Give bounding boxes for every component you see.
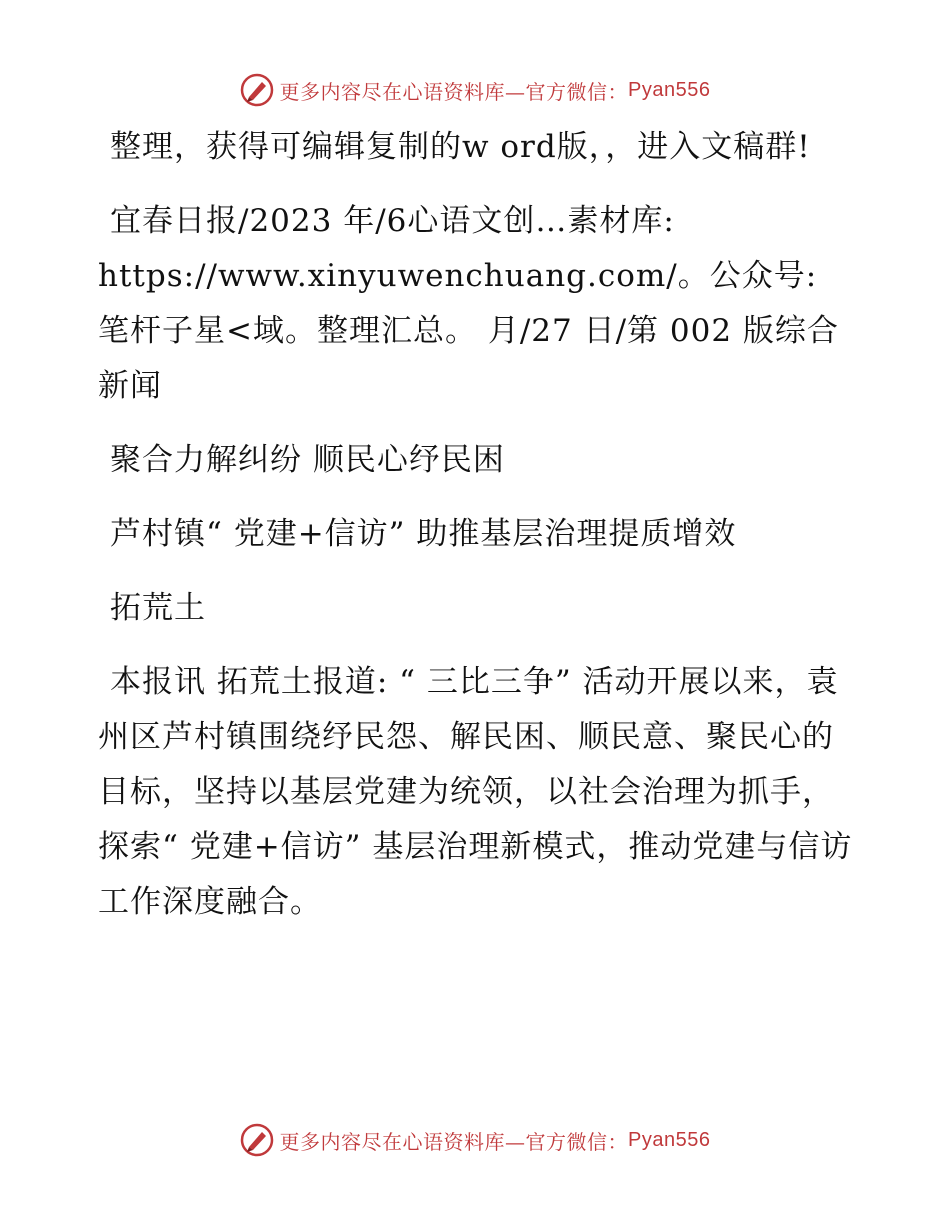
article-headline: 聚合力解纠纷 顺民心纾民困 <box>110 442 505 478</box>
document-body <box>98 120 853 949</box>
footer-banner <box>0 1120 950 1160</box>
source-paragraph: 宜春日报/2023 年/6心语文创…素材库: https://www.xinyuwenchuang.com/。公众号: 笔杆子星<域。整理汇总。 月/27 日/第 002 版综合新闻 <box>98 203 839 404</box>
wechat-id: Pyan556 <box>628 1128 711 1151</box>
intro-paragraph: 整理，获得可编辑复制的w ord版，，进入文稿群! <box>110 129 811 165</box>
article-body: 本报讯 拓荒土报道: “ 三比三争” 活动开展以来，袁州区芦村镇围绕纾民怨、解民困、顺民意、聚民心的目标，坚持以基层党建为统领，以社会治理为抓手，探索“ 党建+信访” 基层治理新模式，推动党建与信访工作深度融合。 <box>98 664 853 920</box>
wechat-id: Pyan556 <box>628 78 711 101</box>
article-author: 拓荒土 <box>110 590 206 626</box>
pen-emblem-icon <box>240 1123 274 1157</box>
article-subheadline: 芦村镇“ 党建+信访” 助推基层治理提质增效 <box>110 516 737 552</box>
pen-emblem-icon <box>240 73 274 107</box>
banner-text: 更多内容尽在心语资料库—官方微信： <box>279 79 629 104</box>
banner-text: 更多内容尽在心语资料库—官方微信： <box>279 1129 629 1154</box>
header-banner <box>0 70 950 110</box>
